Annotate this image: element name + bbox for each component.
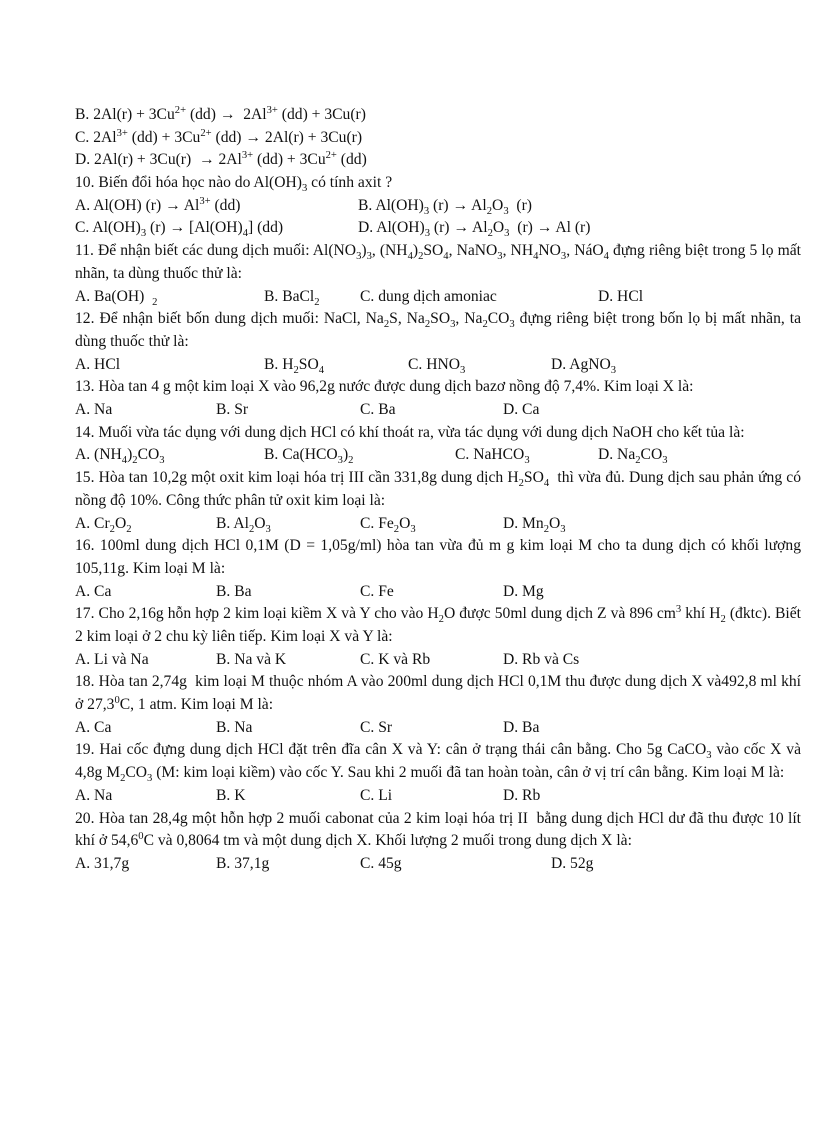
q17-option-d: D. Rb và Cs xyxy=(503,650,580,668)
question-18: 18. Hòa tan 2,74g kim loại M thuộc nhóm A vào 200ml dung dịch HCl 0,1M thu được dung dịch X và492,8 ml khí ở 27,3$^0$C, 1 atm. Kim loại M là: xyxy=(75,673,801,714)
q19-option-c: C. Li xyxy=(360,786,393,804)
q13-option-d: D. Ca xyxy=(503,401,540,419)
q18-option-b: B. Na xyxy=(216,718,253,736)
q16-option-b: B. Ba xyxy=(216,582,252,600)
q17-option-a: A. Li và Na xyxy=(75,650,149,668)
q15-options xyxy=(75,513,801,536)
q10-options-row1 xyxy=(75,195,801,218)
q13-option-b: B. Sr xyxy=(216,401,249,419)
q14-options xyxy=(75,444,801,467)
q12-option-a: A. HCl xyxy=(75,355,121,373)
q15-option-c: C. $Fe_2O_3$ xyxy=(360,514,416,535)
q11-option-b: B. BaCl$_2$ xyxy=(264,287,320,308)
exam-page xyxy=(75,104,801,876)
q10-options-row2 xyxy=(75,217,801,240)
q12-options xyxy=(75,354,801,377)
q18-option-d: D. Ba xyxy=(503,718,540,736)
q12-option-d: D. AgNO$_3$ xyxy=(551,355,617,376)
question-11: 11. Để nhận biết các dung dịch muối: $Al(NO_3)_3$, $(NH_4)_2SO_4$, NaNO$_3$, $NH_4NO_3$, NáO$_4$ đựng riêng biệt trong 5 lọ mất nhãn, ta dùng thuốc thử là: xyxy=(75,242,801,282)
q14-option-b: B. $Ca(HCO_3)_2$ xyxy=(264,446,354,467)
q11-options xyxy=(75,286,801,309)
q20-options xyxy=(75,853,801,876)
q13-options xyxy=(75,399,801,422)
q17-options xyxy=(75,649,801,672)
q20-option-d: D. 52g xyxy=(551,854,594,872)
q11-option-a: A. Ba(OH) $_2$ xyxy=(75,287,158,308)
q16-options xyxy=(75,581,801,604)
question-15: 15. Hòa tan 10,2g một oxit kim loại hóa trị III cần 331,8g dung dịch $H_2SO_4$ thì vừa đủ. Dung dịch sau phản ứng có nồng độ 10%. Công thức phân tử oxit kim loại là: xyxy=(75,469,801,509)
q20-option-b: B. 37,1g xyxy=(216,854,270,872)
q15-option-b: B. $Al_2O_3$ xyxy=(216,514,271,535)
q14-option-c: C. NaHCO$_3$ xyxy=(455,446,530,467)
q9-option-d: D. $2Al(r) + 3Cu(r) \to 2Al^{3+}$ $(dd) + 3Cu^{2+}$ (dd) xyxy=(75,150,367,169)
question-12: 12. Để nhận biết bốn dung dịch muối: NaCl, $Na_2S$, $Na_2SO_3$, $Na_2CO_3$ đựng riêng biệt trong bốn lọ bị mất nhãn, ta dùng thuốc thử là: xyxy=(75,310,801,350)
q20-option-a: A. 31,7g xyxy=(75,854,130,872)
q19-option-d: D. Rb xyxy=(503,786,541,804)
q18-option-c: C. Sr xyxy=(360,718,393,736)
question-14: 14. Muối vừa tác dụng với dung dịch HCl có khí thoát ra, vừa tác dụng với dung dịch NaOH cho kết tủa là: xyxy=(75,423,745,441)
q10-option-a: A. Al(OH) $(r) \to Al^{3+}$ (dd) xyxy=(75,195,241,214)
q9-option-c: C. $2Al^{3+}$ $(dd) + 3Cu^{2+}$ (dd) → 2Al(r) + 3Cu(r) xyxy=(75,127,363,146)
q14-option-a: A. $(NH_4)_2CO_3$ xyxy=(75,446,165,467)
q13-option-c: C. Ba xyxy=(360,401,396,419)
q13-option-a: A. Na xyxy=(75,401,113,419)
q10-option-b: B. $Al(OH)_3$ $(r) \to Al_2O_3$ (r) xyxy=(358,196,532,217)
q17-option-b: B. Na và K xyxy=(216,650,287,668)
q17-option-c: C. K và Rb xyxy=(360,650,431,668)
question-10: 10. Biến đổi hóa học nào do $Al(OH)_3$ có tính axit ? xyxy=(75,174,393,195)
question-19: 19. Hai cốc đựng dung dịch HCl đặt trên đĩa cân X và Y: cân ở trạng thái cân bằng. Cho 5g CaCO$_3$ vào cốc X và 4,8g $M_2CO_3$ (M: kim loại kiềm) vào cốc Y. Sau khi 2 muối đã tan hoàn toàn, cân ở vị trí cân bằng. Kim loại M là: xyxy=(75,741,801,785)
question-16: 16. 100ml dung dịch HCl 0,1M (D = 1,05g/ml) hòa tan vừa đủ m g kim loại M cho ta dung dịch có khối lượng 105,11g. Kim loại M là: xyxy=(75,537,801,577)
q18-options xyxy=(75,717,801,740)
q16-option-c: C. Fe xyxy=(360,582,394,600)
q18-option-a: A. Ca xyxy=(75,718,112,736)
q19-option-a: A. Na xyxy=(75,786,113,804)
q19-options xyxy=(75,785,801,808)
q11-option-d: D. HCl xyxy=(598,287,644,305)
q16-option-d: D. Mg xyxy=(503,582,544,600)
q16-option-a: A. Ca xyxy=(75,582,112,600)
q11-option-c: C. dung dịch amoniac xyxy=(360,287,497,305)
question-17: 17. Cho 2,16g hỗn hợp 2 kim loại kiềm X và Y cho vào $H_2O$ được 50ml dung dịch Z và 896 $cm^3$ khí $H_2$ (đktc). Biết 2 kim loại ở 2 chu kỳ liên tiếp. Kim loại X và Y là: xyxy=(75,604,802,645)
q15-option-d: D. $Mn_2O_3$ xyxy=(503,514,566,535)
q10-option-c: C. $Al(OH)_3$ $(r) \to [Al(OH)_4]$ (dd) xyxy=(75,219,284,240)
q20-option-c: C. 45g xyxy=(360,854,402,872)
q9-option-b: B. $2Al(r) + 3Cu^{2+}$ $(dd) \to 2Al^{3+}$ (dd) + 3Cu(r) xyxy=(75,104,366,123)
q12-option-b: B. $H_2SO_4$ xyxy=(264,355,324,376)
q15-option-a: A. $Cr_2O_2$ xyxy=(75,514,132,535)
q14-option-d: D. $Na_2CO_3$ xyxy=(598,446,668,467)
q19-option-b: B. K xyxy=(216,786,246,804)
question-13: 13. Hòa tan 4 g một kim loại X vào 96,2g nước được dung dịch bazơ nồng độ 7,4%. Kim loại X là: xyxy=(75,378,694,396)
q10-option-d: D. $Al(OH)_3$ $(r) \to Al_2O_3$ (r) → Al (r) xyxy=(358,219,591,240)
question-20: 20. Hòa tan 28,4g một hỗn hợp 2 muối cabonat của 2 kim loại hóa trị II bằng dung dịch HCl dư đã thu được 10 lít khí ở 54,6$^0$C và 0,8064 tm và một dung dịch X. Khối lượng 2 muối trong dung dịch X là: xyxy=(75,809,801,850)
q12-option-c: C. $HNO_3$ xyxy=(408,355,466,376)
